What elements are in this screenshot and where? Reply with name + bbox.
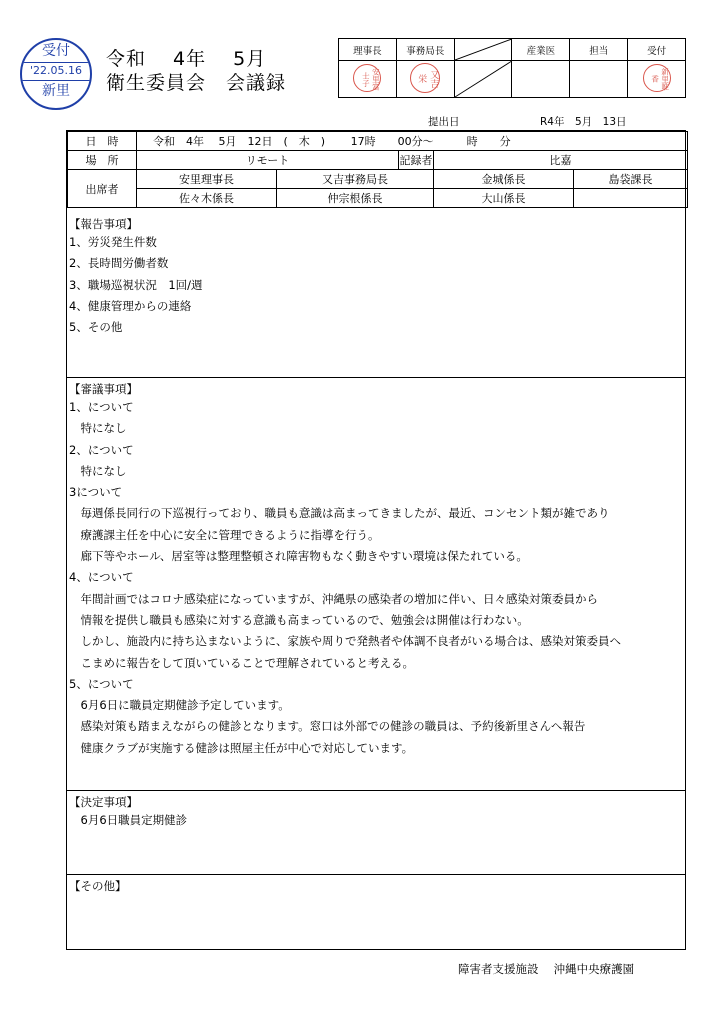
submit-label: 提出日 <box>428 116 460 128</box>
deliberation-line: 健康クラブが実施する健診は照屋主任が中心で対応しています。 <box>69 740 414 755</box>
stamp-label: 受付 <box>42 43 70 59</box>
title-date: 令和 4年 5月 <box>106 48 267 70</box>
report-item: 4、健康管理からの連絡 <box>69 298 192 313</box>
other-section <box>67 874 685 949</box>
report-section <box>67 213 685 378</box>
seal-shinzato: 新里唯香 <box>643 64 671 92</box>
approval-seal-cell-secretary-general <box>396 61 454 98</box>
deliberation-line: 情報を提供し職員も感染に対する意識も高まっているので、勉強会は開催は行わない。 <box>69 612 529 627</box>
attendees-label: 出席者 <box>68 170 137 208</box>
deliberation-line: 4、について <box>69 570 134 585</box>
approval-grid <box>338 38 686 98</box>
seal-matayoshi: 又吉栄 <box>410 63 440 93</box>
attendee: 大山係長 <box>434 189 574 208</box>
attendee: 安里理事長 <box>137 170 277 189</box>
seal-asato: 安里富士子 <box>353 64 381 92</box>
attendee: 佐々木係長 <box>137 189 277 208</box>
deliberation-line: しかし、施設内に持ち込まないように、家族や周りで発熱者や体調不良者がいる場合は、感染対策委員へ <box>69 634 621 649</box>
report-item: 3、職場巡視状況 1回/週 <box>69 277 203 292</box>
recorder-label: 記録者 <box>399 151 434 170</box>
deliberation-line: 療護課主任を中心に安全に管理できるように指導を行う。 <box>69 527 380 542</box>
deliberation-heading: 【審議事項】 <box>69 382 138 396</box>
deliberation-line: 2、について <box>69 442 134 457</box>
deliberation-line: 6月6日に職員定期健診予定しています。 <box>69 698 290 713</box>
deliberation-line: 5、について <box>69 676 134 691</box>
place-label: 場 所 <box>68 151 137 170</box>
deliberation-line: 年間計画ではコロナ感染症になっていますが、沖縄県の感染者の増加に伴い、日々感染対策委員から <box>69 591 598 606</box>
submit-date: R4年 5月 13日 <box>540 116 627 128</box>
deliberation-line: 廊下等やホール、居室等は整理整頓され障害物もなく動きやすい環境は保たれている。 <box>69 549 528 564</box>
approval-seal-cell-chairman <box>339 61 397 98</box>
approval-header-reception: 受付 <box>628 39 686 61</box>
attendee: 又吉事務局長 <box>277 170 434 189</box>
deliberation-line: 特になし <box>69 463 127 478</box>
datetime-label: 日 時 <box>68 132 137 151</box>
attendee: 金城係長 <box>434 170 574 189</box>
approval-header-industrial-physician: 産業医 <box>512 39 570 61</box>
deliberation-line: 毎週係長同行の下巡視行っており、職員も意識は高まってきましたが、最近、コンセント類が雑であり <box>69 506 610 521</box>
attendee <box>574 189 688 208</box>
approval-header-staff: 担当 <box>570 39 628 61</box>
header-table <box>67 131 688 208</box>
received-stamp <box>20 38 92 110</box>
deliberation-section <box>67 377 685 792</box>
deliberation-line: 1、について <box>69 400 134 414</box>
deliberation-line: こまめに報告をして頂いていることで理解されていると考える。 <box>69 655 414 670</box>
place-value: リモート <box>137 151 399 170</box>
attendee: 島袋課長 <box>574 170 688 189</box>
decision-section <box>67 790 685 875</box>
stamp-name: 新里 <box>42 83 70 99</box>
datetime-value: 令和 4年 5月 12日 ( 木 ) 17時 00分～ 時 分 <box>137 132 688 151</box>
approval-header-blank <box>454 39 512 61</box>
approval-seal-cell-staff <box>570 61 628 98</box>
decision-line: 6月6日職員定期健診 <box>69 813 188 827</box>
title-main: 衛生委員会 会議録 <box>106 72 287 94</box>
deliberation-line: 特になし <box>69 421 127 436</box>
approval-seal-cell-industrial-physician <box>512 61 570 98</box>
approval-header-chairman: 理事長 <box>339 39 397 61</box>
report-item: 5、その他 <box>69 320 123 335</box>
deliberation-line: 感染対策も踏まえながらの健診となります。窓口は外部での健診の職員は、予約後新里さんへ報告 <box>69 719 586 734</box>
facility-name: 障害者支援施設 沖縄中央療護園 <box>458 962 635 976</box>
report-item: 1、労災発生件数 <box>69 235 157 249</box>
report-heading: 【報告事項】 <box>69 217 138 231</box>
decision-heading: 【決定事項】 <box>69 795 138 809</box>
approval-header-secretary-general: 事務局長 <box>396 39 454 61</box>
minutes-form <box>66 130 686 950</box>
approval-seal-cell-blank <box>454 61 512 98</box>
approval-seal-cell-reception <box>628 61 686 98</box>
deliberation-line: 3について <box>69 485 123 500</box>
recorder-value: 比嘉 <box>434 151 688 170</box>
report-item: 2、長時間労働者数 <box>69 256 169 271</box>
stamp-date: '22.05.16 <box>29 64 82 77</box>
other-heading: 【その他】 <box>69 879 127 893</box>
attendee: 仲宗根係長 <box>277 189 434 208</box>
